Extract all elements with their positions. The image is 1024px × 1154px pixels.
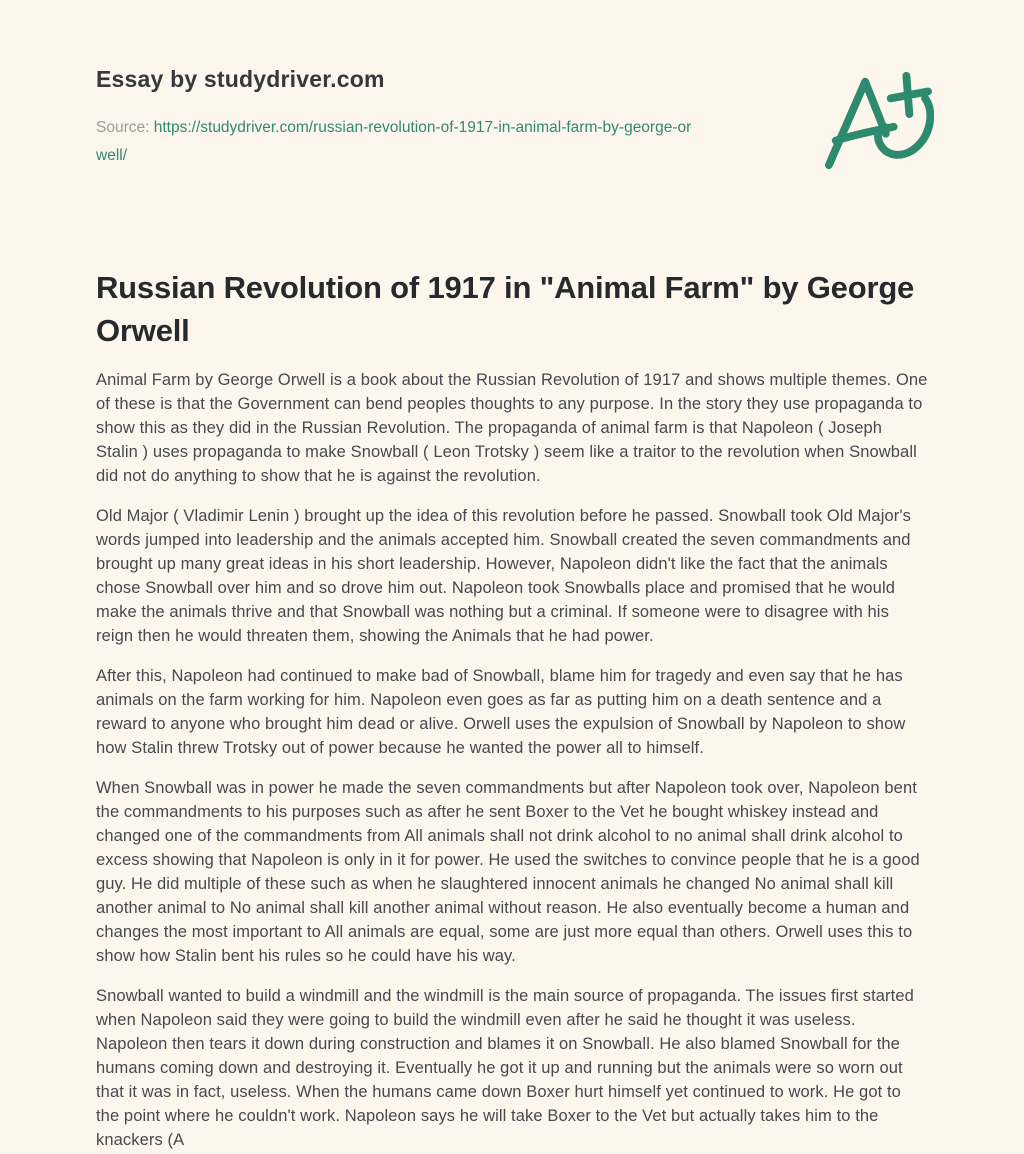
document-header	[96, 66, 928, 170]
essay-title: Russian Revolution of 1917 in "Animal Farm" by George Orwell	[96, 269, 915, 348]
essay-paragraph: Snowball wanted to build a windmill and the windmill is the main source of propaganda. The issues first started when Napoleon said they were going to build the windmill even after he said he thought it was useless. Napoleon then tears it down during construction and blames it on Snowball. He also blamed Snowball for the humans coming down and destroying it. Eventually he got it up and running but the animals were so worn out that it was in fact, useless. When the humans came down Boxer hurt himself yet continued to work. He got to the point where he couldn't work. Napoleon says he will take Boxer to the Vet but actually takes him to the knackers (A	[96, 986, 914, 1149]
essay-paragraph: After this, Napoleon had continued to make bad of Snowball, blame him for tragedy and even say that he has animals on the farm working for him. Napoleon even goes as far as putting him on a death sentence and a reward to anyone who brought him dead or alive. Orwell uses the expulsion of Snowball by Napoleon to show how Stalin threw Trotsky out of power because he wanted the power all to himself.	[96, 666, 906, 757]
essay-paragraph: When Snowball was in power he made the seven commandments but after Napoleon took over, Napoleon bent the commandments to his purposes such as after he sent Boxer to the Vet he bought whiskey instead and changed one of the commandments from All animals shall not drink alcohol to no animal shall drink alcohol to excess showing that Napoleon is only in it for power. He used the switches to convince people that he is a good guy. He did multiple of these such as when he slaughtered innocent animals he changed No animal shall kill another animal to No animal shall kill another animal without reason. He also eventually become a human and changes the most important to All animals are equal, some are just more equal than others. Orwell uses this to show how Stalin bent his rules so he could have his way.	[96, 778, 920, 965]
a-plus-logo-icon	[816, 66, 934, 170]
source-line	[96, 114, 698, 170]
essay-paragraph: Old Major ( Vladimir Lenin ) brought up the idea of this revolution before he passed. Snowball took Old Major's words jumped into leadership and the animals accepted him. Snowball created the seven commandments and brought up many great ideas in his short leadership. However, Napoleon didn't like the fact that the animals chose Snowball over him and so drove him out. Napoleon took Snowballs place and promised that he would make the animals thrive and that Snowball was nothing but a criminal. If someone were to disagree with his reign then he would threaten them, showing the Animals that he had power.	[96, 506, 911, 645]
essay-paragraph: Animal Farm by George Orwell is a book about the Russian Revolution of 1917 and shows multiple themes. One of these is that the Government can bend peoples thoughts to any purpose. In the story they use propaganda to show this as they did in the Russian Revolution. The propaganda of animal farm is that Napoleon ( Joseph Stalin ) uses propaganda to make Snowball ( Leon Trotsky ) seem like a traitor to the revolution when Snowball did not do anything to show that he is against the revolution.	[96, 370, 928, 485]
source-label: Source:	[96, 118, 150, 136]
site-header-title: Essay by studydriver.com	[96, 66, 385, 92]
source-url-link[interactable]: https://studydriver.com/russian-revolution-of-1917-in-animal-farm-by-george-orwell/	[96, 118, 692, 164]
essay-body	[96, 368, 928, 1152]
